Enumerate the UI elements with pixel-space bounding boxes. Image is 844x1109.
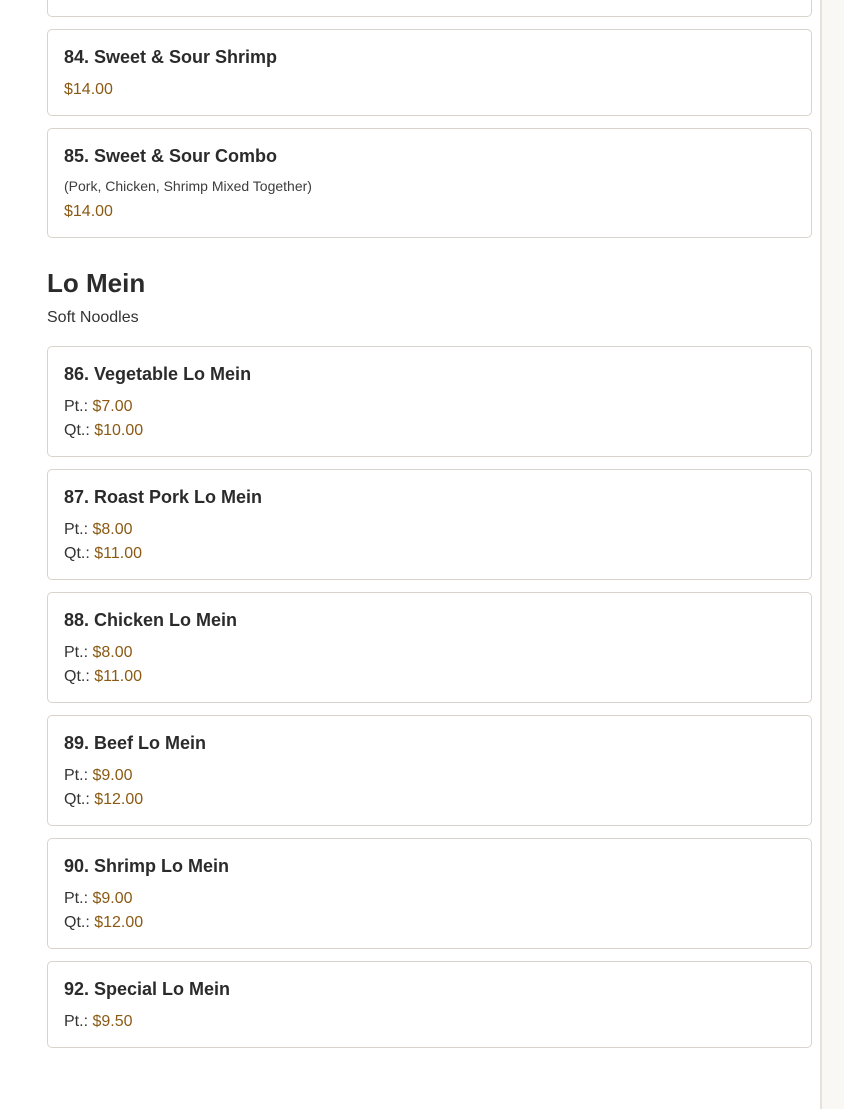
price-block — [64, 395, 795, 443]
price-label: Pt.: — [64, 1013, 89, 1030]
price-value: $9.00 — [92, 890, 133, 907]
price-label: Pt.: — [64, 398, 89, 415]
price-label: Pt.: — [64, 767, 89, 784]
price-value: $9.50 — [92, 1013, 133, 1030]
price-label: Qt.: — [64, 791, 90, 808]
section-title: Lo Mein — [47, 268, 146, 298]
price-block — [64, 887, 795, 935]
price-value: $9.00 — [92, 767, 133, 784]
menu-item-card[interactable] — [47, 346, 812, 457]
menu-item-card[interactable] — [47, 715, 812, 826]
menu-item-card[interactable] — [47, 592, 812, 703]
section-header — [47, 268, 812, 328]
price-block — [64, 518, 795, 566]
price-value: $8.00 — [92, 644, 133, 661]
price-line-quart — [64, 542, 795, 566]
menu-item-card[interactable] — [47, 838, 812, 949]
menu-item-card[interactable] — [47, 0, 812, 17]
menu-item-title: 89. Beef Lo Mein — [64, 733, 207, 753]
menu-item-title: 92. Special Lo Mein — [64, 979, 231, 999]
price-line-quart — [64, 419, 795, 443]
price-value: $12.00 — [94, 914, 144, 931]
price-block — [64, 764, 795, 812]
price-line-pint — [64, 764, 795, 788]
menu-item-card[interactable] — [47, 469, 812, 580]
price-value: $12.00 — [94, 791, 144, 808]
price-line-pint — [64, 641, 795, 665]
price-line-quart — [64, 788, 795, 812]
price-block — [64, 641, 795, 689]
price-label: Pt.: — [64, 644, 89, 661]
menu-section — [47, 0, 812, 238]
price-line-quart — [64, 911, 795, 935]
price-value: $7.00 — [92, 398, 133, 415]
price-label: Qt.: — [64, 668, 90, 685]
menu-list — [47, 0, 812, 1060]
price-line-pint — [64, 518, 795, 542]
price-line-pint — [64, 887, 795, 911]
menu-item-title: 85. Sweet & Sour Combo — [64, 146, 278, 166]
price-line-quart — [64, 0, 795, 3]
price-value: $11.00 — [94, 545, 142, 562]
price-label: Qt.: — [64, 422, 90, 439]
menu-section-lo-mein — [47, 268, 812, 1048]
price-label: Qt.: — [64, 545, 90, 562]
price-label: Pt.: — [64, 521, 89, 538]
price-value: $8.00 — [92, 521, 133, 538]
price-label: Qt.: — [64, 914, 90, 931]
section-subtitle: Soft Noodles — [47, 309, 139, 326]
price-value: $10.00 — [94, 422, 144, 439]
price-block — [64, 78, 795, 102]
price-value: $14.00 — [64, 203, 113, 220]
menu-item-title: 86. Vegetable Lo Mein — [64, 364, 252, 384]
price-value: $11.00 — [94, 668, 142, 685]
price-block — [64, 200, 795, 224]
price-block — [64, 1010, 795, 1034]
price-line-quart — [64, 665, 795, 689]
menu-item-title: 88. Chicken Lo Mein — [64, 610, 238, 630]
menu-item-title: 90. Shrimp Lo Mein — [64, 856, 230, 876]
price-line — [64, 200, 795, 224]
price-line-pint — [64, 395, 795, 419]
price-line — [64, 78, 795, 102]
price-line-pint — [64, 1010, 795, 1034]
price-label: Pt.: — [64, 890, 89, 907]
menu-item-card[interactable] — [47, 961, 812, 1048]
menu-item-title: 84. Sweet & Sour Shrimp — [64, 47, 278, 67]
menu-item-card[interactable] — [47, 128, 812, 238]
menu-item-title: 87. Roast Pork Lo Mein — [64, 487, 263, 507]
menu-item-card[interactable] — [47, 29, 812, 116]
price-block — [64, 0, 795, 3]
price-value: $14.00 — [64, 81, 113, 98]
menu-item-description: (Pork, Chicken, Shrimp Mixed Together) — [64, 178, 312, 194]
